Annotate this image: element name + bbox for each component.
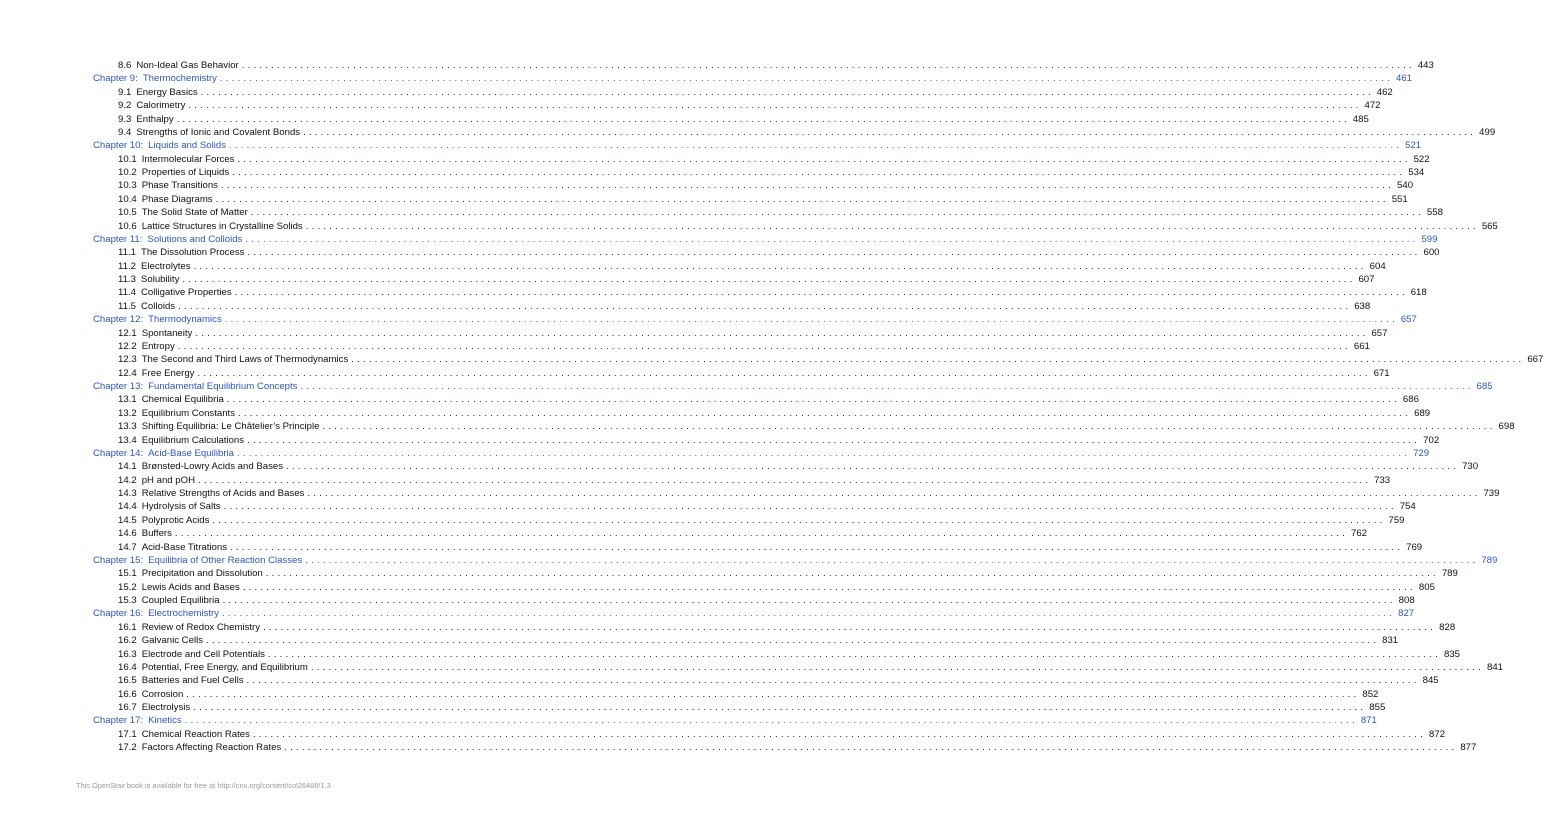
section-number: 12.3 (118, 354, 137, 366)
page-number: 872 (1429, 728, 1446, 740)
toc-section-link[interactable] (93, 246, 1440, 259)
toc-section-link[interactable] (93, 621, 1456, 634)
toc-section-link[interactable] (93, 581, 1435, 594)
chapter-number: Chapter 10: (93, 140, 144, 152)
chapter-title: Equilibria of Other Reaction Classes (148, 554, 303, 566)
section-number: 15.1 (118, 568, 137, 580)
toc-section-link[interactable] (93, 728, 1446, 741)
toc-section-link[interactable] (93, 541, 1423, 554)
section-title: Lewis Acids and Bases (141, 581, 240, 593)
chapter-number: Chapter 9: (93, 73, 138, 85)
section-title: Free Energy (141, 367, 195, 379)
section-title: Equilibrium Calculations (141, 434, 245, 446)
dot-leader: ........................................................................................................................................................................................................ (242, 581, 1416, 593)
page-number: 789 (1481, 554, 1498, 566)
toc-section-link[interactable] (93, 487, 1500, 500)
toc-section-link[interactable] (93, 273, 1375, 286)
section-number: 10.2 (118, 167, 137, 178)
section-title: The Solid State of Matter (141, 207, 248, 219)
dot-leader: ........................................................................................................................................................................................................ (263, 621, 1437, 633)
section-number: 16.2 (118, 635, 137, 647)
toc-section-link[interactable] (93, 688, 1379, 701)
dot-leader: ........................................................................................................................................................................................................ (232, 167, 1406, 178)
section-number: 14.3 (118, 488, 137, 499)
section-number: 9.1 (118, 86, 132, 98)
section-number: 13.2 (118, 407, 137, 419)
dot-leader: ........................................................................................................................................................................................................ (238, 407, 1412, 419)
chapter-number: Chapter 14: (93, 447, 144, 459)
section-title: Buffers (141, 528, 172, 540)
chapter-number: Chapter 15: (93, 554, 144, 566)
toc-section-link[interactable] (93, 634, 1399, 647)
page-number: 827 (1398, 608, 1415, 620)
section-title: Electrode and Cell Potentials (141, 648, 265, 660)
toc-section-link[interactable] (93, 407, 1431, 420)
dot-leader: ........................................................................................................................................................................................................ (197, 367, 1371, 379)
toc-chapter-link[interactable] (93, 139, 1422, 152)
chapter-title: Thermodynamics (148, 314, 222, 326)
section-number: 15.3 (118, 595, 137, 606)
chapter-number: Chapter 17: (93, 715, 144, 727)
page-number: 828 (1439, 621, 1456, 633)
dot-leader: ........................................................................................................................................................................................................ (267, 648, 1441, 660)
page-number: 534 (1408, 167, 1425, 178)
section-number: 17.1 (118, 728, 137, 740)
dot-leader: ........................................................................................................................................................................................................ (310, 661, 1484, 673)
dot-leader: ........................................................................................................................................................................................................ (305, 554, 1479, 566)
toc-section-link[interactable] (93, 661, 1503, 674)
toc-section-link[interactable] (93, 701, 1386, 714)
dot-leader: ........................................................................................................................................................................................................ (184, 715, 1358, 727)
toc-section-link[interactable] (93, 220, 1498, 233)
section-title: Hydrolysis of Salts (141, 501, 221, 513)
section-number: 8.6 (118, 60, 132, 71)
page-number: 805 (1418, 581, 1435, 593)
section-title: Precipitation and Dissolution (141, 568, 263, 580)
section-title: Coupled Equilibria (141, 595, 220, 606)
page-number: 730 (1462, 461, 1479, 473)
dot-leader: ........................................................................................................................................................................................................ (237, 153, 1411, 165)
page-number: 443 (1417, 60, 1434, 71)
section-number: 13.1 (118, 394, 137, 406)
chapter-title: Electrochemistry (148, 608, 220, 620)
section-number: 10.3 (118, 180, 137, 192)
page-number: 657 (1371, 327, 1388, 339)
section-number: 14.7 (118, 541, 137, 553)
dot-leader: ........................................................................................................................................................................................................ (195, 327, 1369, 339)
page-number: 667 (1527, 354, 1543, 366)
page-number: 607 (1358, 274, 1375, 285)
page-number: 522 (1413, 153, 1430, 165)
section-title: Solubility (140, 274, 180, 285)
section-title: Phase Transitions (141, 180, 218, 192)
section-number: 16.3 (118, 648, 137, 660)
dot-leader: ........................................................................................................................................................................................................ (284, 742, 1458, 754)
toc-section-link[interactable] (93, 206, 1443, 219)
section-title: Potential, Free Energy, and Equilibrium (141, 661, 308, 673)
section-number: 12.1 (118, 327, 137, 339)
page-number: 852 (1362, 688, 1379, 700)
dot-leader: ........................................................................................................................................................................................................ (220, 180, 1395, 192)
section-number: 12.2 (118, 340, 137, 352)
toc-section-link[interactable] (93, 367, 1390, 380)
dot-leader: ........................................................................................................................................................................................................ (215, 193, 1389, 205)
chapter-title: Fundamental Equilibrium Concepts (148, 381, 298, 392)
dot-leader: ........................................................................................................................................................................................................ (177, 340, 1351, 352)
toc-section-link[interactable] (93, 674, 1439, 687)
page-number: 686 (1402, 394, 1419, 406)
page-number: 845 (1422, 675, 1439, 687)
section-number: 10.5 (118, 207, 137, 219)
dot-leader: ........................................................................................................................................................................................................ (178, 300, 1352, 312)
section-title: Shifting Equilibria: Le Châtelier’s Principle (141, 421, 320, 433)
section-title: Review of Redox Chemistry (141, 621, 261, 633)
section-number: 10.4 (118, 193, 137, 205)
section-title: The Dissolution Process (140, 247, 245, 259)
dot-leader: ........................................................................................................................................................................................................ (224, 314, 1398, 326)
page-number: 551 (1391, 193, 1408, 205)
dot-leader: ........................................................................................................................................................................................................ (247, 434, 1421, 446)
section-number: 14.4 (118, 501, 137, 513)
section-title: Chemical Equilibria (141, 394, 224, 406)
dot-leader: ........................................................................................................................................................................................................ (286, 461, 1460, 473)
section-number: 13.4 (118, 434, 137, 446)
toc-section-link[interactable] (93, 434, 1440, 447)
dot-leader: ........................................................................................................................................................................................................ (234, 287, 1408, 299)
page-number: 600 (1423, 247, 1440, 259)
page-number: 835 (1443, 648, 1460, 660)
page-number: 841 (1486, 661, 1503, 673)
dot-leader: ........................................................................................................................................................................................................ (300, 381, 1474, 392)
section-title: Energy Basics (136, 86, 198, 98)
dot-leader: ........................................................................................................................................................................................................ (252, 728, 1427, 740)
section-title: Polyprotic Acids (141, 514, 210, 526)
section-number: 9.2 (118, 100, 132, 112)
toc-section-link[interactable] (93, 474, 1391, 487)
section-number: 11.4 (118, 287, 136, 299)
section-title: Intermolecular Forces (141, 153, 235, 165)
chapter-title: Acid-Base Equilibria (148, 447, 234, 459)
toc-chapter-link[interactable] (93, 714, 1377, 727)
chapter-title: Thermochemistry (142, 73, 217, 85)
section-title: Calorimetry (136, 100, 186, 112)
section-title: Corrosion (141, 688, 184, 700)
page-number: 871 (1360, 715, 1377, 727)
section-number: 9.4 (118, 126, 132, 138)
section-number: 14.5 (118, 514, 137, 526)
section-number: 11.1 (118, 247, 136, 259)
page-number: 472 (1364, 100, 1381, 112)
section-title: Electrolytes (140, 260, 191, 272)
table-of-contents (93, 59, 1543, 755)
dot-leader: ........................................................................................................................................................................................................ (222, 595, 1396, 606)
section-number: 11.3 (118, 274, 136, 285)
toc-section-link[interactable] (93, 340, 1370, 353)
toc-chapter-link[interactable] (93, 380, 1493, 393)
toc-section-link[interactable] (93, 420, 1515, 433)
dot-leader: ........................................................................................................................................................................................................ (241, 60, 1415, 71)
page-number: 565 (1481, 220, 1498, 232)
dot-leader: ........................................................................................................................................................................................................ (182, 274, 1356, 285)
dot-leader: ........................................................................................................................................................................................................ (237, 447, 1411, 459)
section-number: 13.3 (118, 421, 137, 433)
toc-section-link[interactable] (93, 527, 1368, 540)
chapter-title: Kinetics (148, 715, 182, 727)
section-number: 16.1 (118, 621, 137, 633)
page-number: 657 (1400, 314, 1417, 326)
toc-section-link[interactable] (93, 126, 1496, 139)
page-number: 685 (1476, 381, 1493, 392)
toc-section-link[interactable] (93, 567, 1458, 580)
toc-chapter-link[interactable] (93, 233, 1438, 246)
section-title: Chemical Reaction Rates (141, 728, 250, 740)
toc-section-link[interactable] (93, 393, 1419, 406)
page-number: 877 (1460, 742, 1477, 754)
dot-leader: ........................................................................................................................................................................................................ (176, 113, 1350, 125)
section-number: 16.6 (118, 688, 137, 700)
page-number: 759 (1388, 514, 1405, 526)
toc-section-link[interactable] (93, 514, 1405, 527)
dot-leader: ........................................................................................................................................................................................................ (193, 702, 1367, 713)
dot-leader: ........................................................................................................................................................................................................ (219, 73, 1394, 85)
section-title: Entropy (141, 340, 175, 352)
dot-leader: ........................................................................................................................................................................................................ (305, 220, 1479, 232)
page-number: 733 (1374, 474, 1391, 486)
toc-section-link[interactable] (93, 741, 1477, 754)
section-title: Strengths of Ionic and Covalent Bonds (136, 126, 301, 138)
toc-section-link[interactable] (93, 113, 1369, 126)
section-number: 10.1 (118, 153, 137, 165)
section-title: Enthalpy (136, 113, 174, 125)
toc-section-link[interactable] (93, 260, 1386, 273)
section-title: Factors Affecting Reaction Rates (141, 742, 282, 754)
dot-leader: ........................................................................................................................................................................................................ (250, 207, 1424, 219)
dot-leader: ........................................................................................................................................................................................................ (188, 100, 1362, 112)
section-number: 14.1 (118, 461, 137, 473)
toc-section-link[interactable] (93, 648, 1460, 661)
section-title: Batteries and Fuel Cells (141, 675, 244, 687)
page-number: 789 (1441, 568, 1458, 580)
section-title: Spontaneity (141, 327, 193, 339)
section-number: 10.6 (118, 220, 137, 232)
dot-leader: ........................................................................................................................................................................................................ (229, 140, 1403, 152)
page-number: 521 (1405, 140, 1422, 152)
section-number: 16.5 (118, 675, 137, 687)
toc-section-link[interactable] (93, 179, 1414, 192)
dot-leader: ........................................................................................................................................................................................................ (212, 514, 1386, 526)
section-number: 15.2 (118, 581, 137, 593)
page-number: 599 (1421, 233, 1438, 245)
dot-leader: ........................................................................................................................................................................................................ (174, 528, 1349, 540)
toc-section-link[interactable] (93, 153, 1430, 166)
page-number: 462 (1376, 86, 1393, 98)
section-title: Electrolysis (141, 702, 191, 713)
page-number: 661 (1353, 340, 1370, 352)
page-number: 754 (1399, 501, 1416, 513)
dot-leader: ........................................................................................................................................................................................................ (186, 688, 1360, 700)
dot-leader: ........................................................................................................................................................................................................ (226, 394, 1400, 406)
page-number: 729 (1413, 447, 1430, 459)
dot-leader: ........................................................................................................................................................................................................ (222, 608, 1396, 620)
section-number: 14.6 (118, 528, 137, 540)
dot-leader: ........................................................................................................................................................................................................ (265, 568, 1439, 580)
dot-leader: ........................................................................................................................................................................................................ (245, 233, 1419, 245)
page-number: 638 (1354, 300, 1371, 312)
toc-section-link[interactable] (93, 86, 1393, 99)
dot-leader: ........................................................................................................................................................................................................ (200, 86, 1374, 98)
section-number: 17.2 (118, 742, 137, 754)
page-number: 689 (1414, 407, 1431, 419)
chapter-title: Solutions and Colloids (147, 233, 243, 245)
section-number: 11.5 (118, 300, 136, 312)
dot-leader: ........................................................................................................................................................................................................ (247, 247, 1421, 259)
page-number: 540 (1397, 180, 1414, 192)
page-number: 485 (1352, 113, 1369, 125)
page-footer: This OpenStax book is available for free at http://cnx.org/content/col26488/1.3 (76, 781, 331, 790)
chapter-number: Chapter 16: (93, 608, 144, 620)
toc-section-link[interactable] (93, 353, 1543, 366)
dot-leader: ........................................................................................................................................................................................................ (198, 474, 1372, 486)
toc-section-link[interactable] (93, 500, 1416, 513)
toc-chapter-link[interactable] (93, 72, 1413, 85)
section-title: pH and pOH (141, 474, 196, 486)
page-number: 461 (1396, 73, 1413, 85)
dot-leader: ........................................................................................................................................................................................................ (307, 488, 1481, 499)
dot-leader: ........................................................................................................................................................................................................ (246, 675, 1420, 687)
toc-section-link[interactable] (93, 300, 1371, 313)
section-title: Acid-Base Titrations (141, 541, 228, 553)
page-number: 762 (1351, 528, 1368, 540)
section-title: Relative Strengths of Acids and Bases (141, 488, 305, 499)
toc-section-link[interactable] (93, 99, 1381, 112)
page-number: 855 (1369, 702, 1386, 713)
toc-section-link[interactable] (93, 327, 1388, 340)
page-number: 618 (1410, 287, 1427, 299)
page-number: 499 (1479, 126, 1496, 138)
section-number: 14.2 (118, 474, 137, 486)
toc-chapter-link[interactable] (93, 447, 1430, 460)
section-title: The Second and Third Laws of Thermodynamics (141, 354, 349, 366)
dot-leader: ........................................................................................................................................................................................................ (223, 501, 1397, 513)
section-title: Lattice Structures in Crystalline Solids (141, 220, 303, 232)
section-title: Brønsted-Lowry Acids and Bases (141, 461, 283, 473)
page-number: 558 (1426, 207, 1443, 219)
page-number: 808 (1398, 595, 1415, 606)
toc-section-link[interactable] (93, 193, 1408, 206)
section-title: Galvanic Cells (141, 635, 204, 647)
chapter-title: Liquids and Solids (148, 140, 227, 152)
dot-leader: ........................................................................................................................................................................................................ (230, 541, 1404, 553)
page-number: 604 (1369, 260, 1386, 272)
dot-leader: ........................................................................................................................................................................................................ (193, 260, 1367, 272)
section-number: 16.4 (118, 661, 137, 673)
section-number: 9.3 (118, 113, 132, 125)
toc-chapter-link[interactable] (93, 554, 1498, 567)
section-title: Phase Diagrams (141, 193, 213, 205)
page-number: 698 (1498, 421, 1515, 433)
section-title: Colloids (140, 300, 176, 312)
toc-chapter-link[interactable] (93, 313, 1417, 326)
section-number: 12.4 (118, 367, 137, 379)
page-number: 769 (1406, 541, 1423, 553)
page-number: 739 (1483, 488, 1500, 499)
dot-leader: ........................................................................................................................................................................................................ (351, 354, 1525, 366)
chapter-number: Chapter 11: (93, 233, 143, 245)
section-title: Colligative Properties (140, 287, 232, 299)
section-title: Non-Ideal Gas Behavior (136, 60, 239, 71)
page-number: 671 (1373, 367, 1390, 379)
section-number: 16.7 (118, 702, 137, 713)
toc-section-link[interactable] (93, 59, 1434, 72)
toc-section-link[interactable] (93, 460, 1479, 473)
toc-section-link[interactable] (93, 286, 1427, 299)
chapter-number: Chapter 12: (93, 314, 144, 326)
toc-section-link[interactable] (93, 594, 1415, 607)
dot-leader: ........................................................................................................................................................................................................ (206, 635, 1380, 647)
dot-leader: ........................................................................................................................................................................................................ (322, 421, 1496, 433)
chapter-number: Chapter 13: (93, 381, 144, 392)
toc-section-link[interactable] (93, 166, 1425, 179)
section-title: Equilibrium Constants (141, 407, 236, 419)
dot-leader: ........................................................................................................................................................................................................ (303, 126, 1477, 138)
section-title: Properties of Liquids (141, 167, 230, 178)
section-number: 11.2 (118, 260, 136, 272)
page-number: 702 (1423, 434, 1440, 446)
page-number: 831 (1382, 635, 1399, 647)
toc-chapter-link[interactable] (93, 607, 1415, 620)
